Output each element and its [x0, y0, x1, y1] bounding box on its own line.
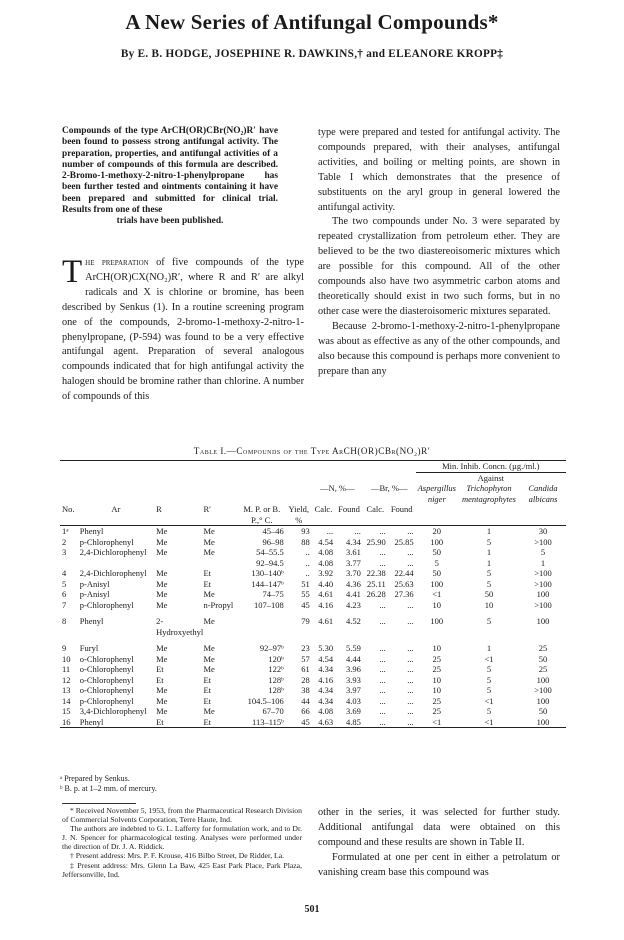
cell-candida: 25: [538, 643, 548, 653]
cell-n-found: 3.93: [346, 674, 361, 685]
cell-trichophyton: 50: [484, 589, 494, 599]
cell-r-prime: [201, 558, 237, 569]
cell-ar: 3,4-Dichlorophenyl: [79, 706, 147, 716]
cell-mp: 67–70: [262, 706, 284, 716]
cell-mp: 128ᵇ: [268, 685, 284, 695]
cell-mp: 92–97ᵇ: [259, 643, 284, 653]
table-row: [60, 696, 566, 707]
cell-n-found: 4.03: [346, 695, 361, 706]
table-row: [60, 537, 566, 548]
cell-no: 13: [62, 685, 71, 695]
cell-no: 9: [62, 643, 67, 653]
cell-br-calc: ...: [379, 616, 386, 626]
cell-candida: >100: [534, 568, 552, 578]
cell-trichophyton: 1: [486, 557, 492, 568]
cell-trichophyton: 5: [486, 536, 492, 547]
cell-no: [60, 558, 78, 569]
cell-r: Me: [156, 536, 168, 547]
cell-trichophyton: 5: [486, 616, 492, 626]
cell-n-calc: 4.61: [318, 589, 334, 599]
footnote-rule: [62, 803, 136, 804]
cell-aspergillus: 10: [432, 643, 442, 653]
cell-trichophyton: 1: [486, 526, 492, 536]
abstract-last-line: trials have been published.: [116, 216, 224, 227]
cell-yield: 66: [301, 706, 310, 716]
cell-n-found: 4.36: [346, 578, 361, 589]
cell-trichophyton: 5: [486, 664, 492, 674]
cell-ar: o-Chlorophenyl: [79, 664, 134, 674]
cell-r: Et: [156, 716, 164, 727]
cell-no: 12: [62, 674, 71, 685]
cell-r: Me: [156, 685, 168, 695]
cell-no: 10: [62, 653, 71, 664]
cell-candida: 25: [538, 664, 548, 674]
cell-candida: >100: [534, 536, 552, 547]
cell-ar: p-Anisyl: [79, 578, 110, 589]
cell-br-calc: 25.11: [366, 578, 386, 589]
cell-br-found: ...: [407, 643, 414, 653]
cell-n-found: 4.23: [346, 599, 361, 610]
cell-br-found: 22.44: [394, 568, 414, 578]
abstract-body: Compounds of the type ArCH(OR)CBr(NO₂)R′ have been found to possess strong antifungal activity. The preparation, properties, and antifungal activities of a number of compounds of this formula are described. 2-Bromo-1-methoxy-2-nitro-1-phenylpropane has been further tested and ointments containing it have been prepared and submitted for clinical trial. Results from one of these: [62, 126, 278, 216]
cell-candida: 100: [536, 616, 550, 626]
cell-br-found: ...: [407, 695, 414, 706]
cell-br-found: 25.85: [394, 536, 414, 547]
end-paragraph-1: other in the series, it was selected for further study. Additional antifungal data were obtained on this compound and these results are shown in Table II.: [318, 807, 560, 848]
cell-ar: o-Chlorophenyl: [79, 685, 134, 695]
cell-br-found: 27.36: [394, 589, 414, 599]
cell-ar: 2,4-Dichlorophenyl: [79, 547, 147, 557]
cell-aspergillus: 25: [432, 695, 442, 706]
cell-mp: 45–46: [262, 526, 284, 536]
cell-r: Me: [156, 599, 168, 610]
cell-n-found: 4.34: [346, 536, 361, 547]
footnotes: [62, 806, 302, 879]
cell-n-found: 3.70: [346, 568, 361, 578]
cell-yield: ..: [305, 547, 310, 557]
cell-candida: 100: [536, 674, 550, 685]
cell-r: Me: [156, 643, 168, 653]
cell-br-found: ...: [407, 599, 414, 610]
cell-r-prime: Me: [203, 547, 215, 557]
abstract: [62, 126, 278, 228]
cell-trichophyton: 5: [486, 706, 492, 716]
cell-candida: >100: [534, 685, 552, 695]
cell-br-calc: ...: [379, 685, 386, 695]
table-row: [60, 547, 566, 558]
cell-ar: [78, 558, 154, 569]
cell-no: 6: [62, 589, 67, 599]
cell-yield: 45: [301, 599, 310, 610]
cell-r: Me: [156, 589, 168, 599]
col-r-prime: R′: [203, 504, 211, 514]
table-row: [60, 717, 566, 728]
cell-r-prime: Me: [203, 706, 215, 716]
cell-yield: ..: [305, 557, 310, 568]
cell-no: 14: [62, 695, 71, 706]
cell-br-calc: ...: [379, 706, 386, 716]
cell-n-calc: ...: [326, 526, 334, 536]
cell-br-calc: ...: [379, 643, 386, 653]
cell-yield: 88: [301, 536, 310, 547]
end-paragraph-2: Formulated at one per cent in either a petrolatum or vanishing cream base this compound was: [318, 851, 560, 878]
cell-br-found: ...: [407, 685, 414, 695]
drop-cap: T: [62, 254, 83, 290]
cell-candida: >100: [534, 599, 552, 610]
cell-r: Me: [156, 653, 168, 664]
cell-aspergillus: 10: [432, 599, 442, 610]
cell-br-calc: 25.90: [366, 536, 386, 547]
cell-n-calc: 4.34: [318, 695, 334, 706]
paper-title: A New Series of Antifungal Compounds*: [125, 10, 499, 34]
author-line: By E. B. HODGE, JOSEPHINE R. DAWKINS,† and ELEANORE KROPP‡: [120, 48, 504, 60]
cell-r: Me: [156, 568, 168, 578]
cell-candida: 50: [538, 706, 548, 716]
cell-r-prime: Et: [203, 578, 212, 589]
cell-yield: ..: [305, 568, 310, 578]
cell-r-prime: Et: [203, 695, 212, 706]
cell-r-prime: Et: [203, 674, 212, 685]
cell-ar: Furyl: [79, 643, 99, 653]
cell-yield: 57: [301, 653, 310, 664]
cell-candida: >100: [534, 578, 552, 589]
cell-n-found: 3.97: [346, 685, 361, 695]
cell-r: Me: [156, 695, 168, 706]
cell-br-found: ...: [407, 653, 414, 664]
cell-br-found: ...: [407, 716, 414, 727]
cell-r-prime: Me: [203, 589, 215, 599]
table-row: [60, 637, 566, 654]
table-row: [60, 600, 566, 611]
cell-mp: 130–140ᵇ: [251, 568, 284, 578]
cell-trichophyton: <1: [484, 695, 494, 706]
cell-trichophyton: 5: [486, 685, 492, 695]
cell-br-calc: ...: [379, 664, 386, 674]
table-row: [60, 675, 566, 686]
cell-n-calc: 4.16: [318, 599, 334, 610]
cell-candida: 100: [536, 716, 550, 727]
cell-mp: 92–94.5: [256, 557, 284, 568]
cell-trichophyton: 5: [486, 674, 492, 685]
table-row: [60, 610, 566, 637]
cell-no: 15: [62, 706, 71, 716]
compounds-table: [60, 460, 566, 728]
cell-r-prime: Me: [203, 643, 215, 653]
cell-candida: 30: [538, 526, 548, 536]
cell-ar: 2,4-Dichlorophenyl: [79, 568, 147, 578]
cell-n-found: ...: [354, 526, 361, 536]
cell-ar: p-Chlorophenyl: [79, 599, 134, 610]
cell-no: 7: [62, 599, 67, 610]
cell-br-found: ...: [407, 557, 414, 568]
cell-br-calc: ...: [379, 599, 386, 610]
cell-n-found: 4.44: [346, 653, 361, 664]
cell-br-calc: ...: [379, 695, 386, 706]
cell-aspergillus: 25: [432, 653, 442, 664]
col-candida: Candida albicans: [528, 483, 558, 504]
cell-mp: 54–55.5: [256, 547, 284, 557]
cell-r-prime: Me: [203, 664, 215, 674]
table-row: [60, 706, 566, 717]
cell-r: [154, 558, 201, 569]
table-note-b: ᵇ B. p. at 1–2 mm. of mercury.: [60, 784, 157, 793]
cell-n-calc: 4.34: [318, 685, 334, 695]
cell-n-found: 3.61: [346, 547, 361, 557]
cell-mp: 144–147ᵇ: [251, 578, 284, 589]
cell-r: Me: [156, 526, 168, 536]
cell-aspergillus: 25: [432, 706, 442, 716]
cell-trichophyton: 1: [486, 547, 492, 557]
cell-br-calc: 26.28: [366, 589, 386, 599]
cell-yield: 44: [301, 695, 310, 706]
cell-br-calc: ...: [379, 716, 386, 727]
cell-br-calc: 22.38: [366, 568, 386, 578]
cell-br-found: ...: [407, 664, 414, 674]
col-n-found: Found: [338, 504, 360, 514]
cell-ar: p-Chlorophenyl: [79, 695, 134, 706]
cell-trichophyton: <1: [484, 716, 494, 727]
cell-n-calc: 4.16: [318, 674, 334, 685]
table-row: [60, 685, 566, 696]
cell-trichophyton: 10: [484, 599, 494, 610]
cell-n-calc: 4.08: [318, 706, 334, 716]
cell-candida: 1: [540, 557, 546, 568]
cell-br-found: ...: [407, 526, 414, 536]
cell-n-calc: 4.08: [318, 547, 334, 557]
cell-n-calc: 4.54: [318, 653, 334, 664]
cell-trichophyton: 5: [486, 578, 492, 589]
col-yield: Yield, %: [288, 504, 310, 525]
cell-r: 2-Hydroxyethyl: [156, 616, 204, 637]
cell-ar: Phenyl: [79, 616, 104, 626]
cell-n-found: 3.77: [346, 557, 361, 568]
table-caption: Table I.—Compounds of the Type ArCH(OR)CBr(NO₂)R′: [193, 446, 431, 456]
cell-r: Me: [156, 578, 168, 589]
cell-br-found: ...: [407, 674, 414, 685]
cell-r: Me: [156, 706, 168, 716]
cell-candida: 5: [540, 547, 546, 557]
table-notes: [60, 774, 157, 794]
cell-trichophyton: 5: [486, 568, 492, 578]
footnote-acknowledgement: The authors are indebted to G. L. Lafferty for formulation work, and to Dr. J. N. Spencer for pharmacological testing. Analyses were performed under the direction of Dr. J. A. Riddick.: [62, 824, 302, 852]
cell-r-prime: Et: [203, 716, 212, 727]
cell-yield: 38: [301, 685, 310, 695]
cell-br-calc: ...: [379, 653, 386, 664]
cell-candida: 100: [536, 695, 550, 706]
cell-r-prime: Et: [203, 685, 212, 695]
col-no: No.: [62, 504, 75, 514]
table-n-header: —N, %—: [320, 483, 355, 493]
right-paragraph-2: The two compounds under No. 3 were separated by repeated crystallization from petroleum ether. They are believed to be the two diastereoisomeric mixtures which are possible for this compound. All of the other compounds also have two asymmetric carbon atoms and theoretically should exist in two such forms, but in no other case were the diasteroisomeric mixtures separated.: [318, 216, 560, 317]
col-aspergillus: Aspergillus niger: [417, 483, 456, 504]
cell-n-calc: 4.08: [318, 557, 334, 568]
cell-ar: o-Chlorophenyl: [79, 674, 134, 685]
cell-aspergillus: 25: [432, 664, 442, 674]
cell-candida: 50: [538, 653, 548, 664]
cell-no: 3: [62, 547, 67, 557]
cell-br-calc: ...: [379, 547, 386, 557]
cell-no: 5: [62, 578, 67, 589]
cell-no: 2: [62, 536, 67, 547]
cell-mp: 104.5–106: [247, 695, 284, 706]
table-row: [60, 589, 566, 600]
col-n-calc: Calc.: [314, 504, 333, 514]
cell-n-calc: 4.40: [318, 578, 334, 589]
cell-trichophyton: <1: [484, 653, 494, 664]
col-mp: M. P. or B. P.,° C.: [243, 504, 281, 525]
cell-aspergillus: 100: [430, 578, 444, 589]
intro-lead: he preparation: [85, 257, 149, 268]
cell-candida: 100: [536, 589, 550, 599]
cell-aspergillus: 10: [432, 674, 442, 685]
cell-yield: 55: [301, 589, 310, 599]
intro-paragraph: [62, 256, 304, 405]
cell-br-calc: ...: [379, 674, 386, 685]
cell-br-found: 25.63: [394, 578, 414, 589]
cell-br-found: ...: [407, 706, 414, 716]
cell-yield: 93: [301, 526, 310, 536]
cell-n-found: 4.41: [346, 589, 361, 599]
cell-ar: p-Chlorophenyl: [79, 536, 134, 547]
cell-mp: [238, 610, 286, 637]
cell-no: 16: [62, 716, 71, 727]
cell-yield: 28: [301, 674, 310, 685]
table-against-header: Against: [477, 472, 505, 483]
cell-n-calc: 4.34: [318, 664, 334, 674]
cell-br-calc: ...: [379, 526, 386, 536]
cell-n-found: 3.69: [346, 706, 361, 716]
page-number: 501: [304, 904, 320, 915]
cell-mp: 128ᵇ: [268, 674, 284, 685]
cell-mp: 107–108: [254, 599, 284, 610]
cell-no: 4: [62, 568, 67, 578]
cell-aspergillus: <1: [432, 589, 442, 599]
cell-ar: o-Chlorophenyl: [79, 653, 134, 664]
cell-r-prime: Me: [203, 536, 215, 547]
col-br-found: Found: [390, 504, 413, 514]
cell-yield: 51: [301, 578, 310, 589]
col-trichophyton: Trichophyton mentagrophytes: [462, 483, 516, 504]
table-row: [60, 654, 566, 665]
cell-n-calc: 4.63: [318, 716, 334, 727]
cell-r-prime: n-Propyl: [203, 599, 234, 610]
cell-ar: p-Anisyl: [79, 589, 110, 599]
cell-mp: 113–115ᵇ: [252, 716, 284, 727]
cell-r: Me: [156, 547, 168, 557]
cell-r-prime: Et: [203, 568, 212, 578]
cell-n-found: 3.96: [346, 664, 361, 674]
cell-yield: 45: [301, 716, 310, 727]
table-br-header: —Br, %—: [370, 483, 408, 493]
cell-n-found: 4.85: [346, 716, 361, 727]
cell-no: 1ᵃ: [62, 526, 69, 536]
cell-no: 8: [62, 616, 67, 626]
cell-aspergillus: 5: [434, 557, 439, 568]
right-column: [318, 126, 560, 379]
cell-r-prime: Me: [203, 616, 215, 626]
end-column: [318, 806, 560, 881]
col-r: R: [156, 504, 162, 514]
table-group-header: Min. Inhib. Concn. (µg./ml.): [416, 461, 566, 473]
right-paragraph-3: Because 2-bromo-1-methoxy-2-nitro-1-phenylpropane was about as effective as any of the other compounds, and also because this compound is perhaps more convenient to prepare than any: [318, 320, 560, 377]
right-paragraph-1: type were prepared and tested for antifungal activity. The compounds prepared, with their analyses, antifungal activities, and boiling or melting points, are shown in Table I which demonstrates that the presence of substituents on the aryl group in general lowered the antifungal activity.: [318, 127, 560, 213]
cell-aspergillus: 100: [430, 616, 444, 626]
table-row: [60, 526, 566, 537]
intro-text: of five compounds of the type ArCH(OR)CX(NO₂)R′, where R and R′ are alkyl radicals and X is chlorine or bromine, has been described by Senkus (1). In a routine screening program one of the compounds, 2-bromo-1-methoxy-2-nitro-1-phenylpropane, (P-594) was found to be a very effective antifungal agent. Preparation of several analogous compounds indicated that for high antifungal activity the halogen should be bromine rather than chlorine. A number of compounds of this: [62, 257, 304, 403]
cell-yield: 23: [301, 643, 310, 653]
col-br-calc: Calc.: [366, 504, 385, 514]
cell-br-found: ...: [407, 616, 414, 626]
footnote-dawkins-address: † Present address: Mrs. P. F. Krouse, 416 Bilbo Street, De Ridder, La.: [70, 851, 285, 861]
cell-r-prime: Me: [203, 526, 215, 536]
cell-br-found: ...: [407, 547, 414, 557]
cell-r-prime: Me: [203, 653, 215, 664]
cell-mp: 120ᵇ: [268, 653, 284, 664]
table-row: [60, 664, 566, 675]
cell-ar: Phenyl: [79, 526, 104, 536]
footnote-kropp-address: ‡ Present address: Mrs. Glenn La Baw, 425 East Park Place, Park Plaza, Jeffersonville, Ind.: [62, 860, 302, 879]
table-row: [60, 558, 566, 569]
cell-aspergillus: 50: [432, 568, 442, 578]
cell-yield: 61: [301, 664, 310, 674]
cell-ar: Phenyl: [79, 716, 104, 727]
cell-aspergillus: 10: [432, 685, 442, 695]
table-note-a: ᵃ Prepared by Senkus.: [60, 774, 130, 783]
cell-mp: 74–75: [262, 589, 284, 599]
col-ar: Ar: [111, 504, 121, 514]
cell-n-found: 4.52: [346, 616, 361, 626]
cell-mp: 96–98: [262, 536, 284, 547]
cell-trichophyton: 1: [486, 643, 492, 653]
table-row: [60, 568, 566, 579]
cell-n-calc: 3.92: [318, 568, 334, 578]
cell-aspergillus: 20: [432, 526, 442, 536]
cell-aspergillus: 50: [432, 547, 442, 557]
cell-no: 11: [62, 664, 71, 674]
cell-n-calc: 4.61: [318, 616, 334, 626]
footnote-received: * Received November 5, 1953, from the Pharmaceutical Research Division of Commercial Solvents Corporation, Terre Haute, Ind.: [62, 806, 302, 825]
cell-yield: 79: [301, 616, 310, 626]
cell-r: Et: [156, 664, 164, 674]
cell-mp: 122ᵇ: [268, 664, 284, 674]
cell-n-calc: 5.30: [318, 643, 334, 653]
cell-aspergillus: 100: [430, 536, 444, 547]
cell-n-calc: 4.54: [318, 536, 334, 547]
cell-n-found: 5.59: [346, 643, 361, 653]
table-row: [60, 579, 566, 590]
cell-aspergillus: <1: [432, 716, 442, 727]
cell-br-calc: ...: [379, 557, 386, 568]
cell-r: Et: [156, 674, 164, 685]
